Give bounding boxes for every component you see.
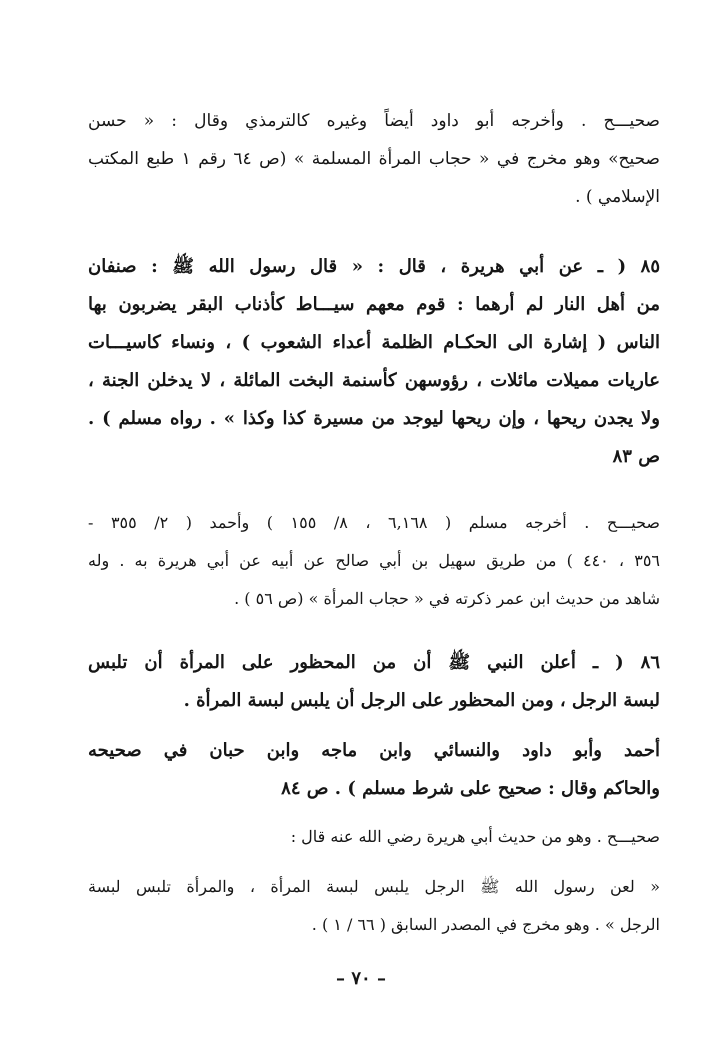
text-line: صحيـــح . وهو من حديث أبي هريرة رضي الله عنه قال : xyxy=(290,827,660,846)
takhrij-84-paragraph xyxy=(88,102,660,216)
text-line: الناس ( إشارة الى الحكـام الظلمة أعداء الشعوب ) ، ونساء كاسيـــات xyxy=(88,332,660,353)
text-line: من أهل النار لم أرهما : قوم معهم سيـــاط كأذناب البقر يضربون بها xyxy=(88,294,660,315)
text-line: والحاكم وقال : صحيح على شرط مسلم ) . ص ٨٤ xyxy=(281,778,660,799)
text-line: الرجل » . وهو مخرج في المصدر السابق ( ٦٦ / ١ ) . xyxy=(311,915,660,934)
page-reference: ص ٨٣ xyxy=(612,446,660,467)
text-line: عاريات مميلات مائلات ، رؤوسهن كأسنمة البخت المائلة ، لا يدخلن الجنة ، xyxy=(88,370,660,391)
text-line: لبسة الرجل ، ومن المحظور على الرجل أن يلبس لبسة المرأة . xyxy=(183,690,660,711)
text-line: صحيـــح . أخرجه مسلم ( ٦,١٦٨ ، ٨/ ١٥٥ ) وأحمد ( ٢/ ٣٥٥ - xyxy=(88,513,660,532)
hadith-85-paragraph xyxy=(88,248,660,476)
source-86-paragraph xyxy=(88,732,660,808)
text-line: « لعن رسول الله ﷺ الرجل يلبس لبسة المرأة ، والمرأة تلبس لبسة xyxy=(88,877,660,896)
text-line: صحيح» وهو مخرج في « حجاب المرأة المسلمة » (ص ٦٤ رقم ١ طبع المكتب xyxy=(88,149,660,169)
text-line: الإسلامي ) . xyxy=(575,187,660,207)
page-number: – ٧٠ – xyxy=(336,968,386,989)
text-line: ٣٥٦ ، ٤٤٠ ) من طريق سهيل بن أبي صالح عن أبيه عن أبي هريرة به . وله xyxy=(88,551,660,570)
hadith-86-paragraph xyxy=(88,644,660,720)
text-line: أحمد وأبو داود والنسائي وابن ماجه وابن حبان في صحيحه xyxy=(88,740,660,761)
text-line: شاهد من حديث ابن عمر ذكرته في « حجاب المرأة » (ص ٥٦ ) . xyxy=(234,589,660,608)
text-line: صحيـــح . وأخرجه أبو داود أيضاً وغيره كالترمذي وقال : « حسن xyxy=(88,111,660,131)
text-line: ولا يجدن ريحها ، وإن ريحها ليوجد من مسيرة كذا وكذا » . رواه مسلم ) . xyxy=(88,408,660,429)
text-line: ٨٦ ( ـ أعلن النبي ﷺ أن من المحظور على المرأة أن تلبس xyxy=(88,652,660,673)
takhrij-85-paragraph xyxy=(88,504,660,618)
takhrij-86-paragraph xyxy=(88,818,660,856)
text-line: ٨٥ ( ـ عن أبي هريرة ، قال : « قال رسول الله ﷺ : صنفان xyxy=(88,256,660,277)
quote-86-paragraph xyxy=(88,868,660,944)
